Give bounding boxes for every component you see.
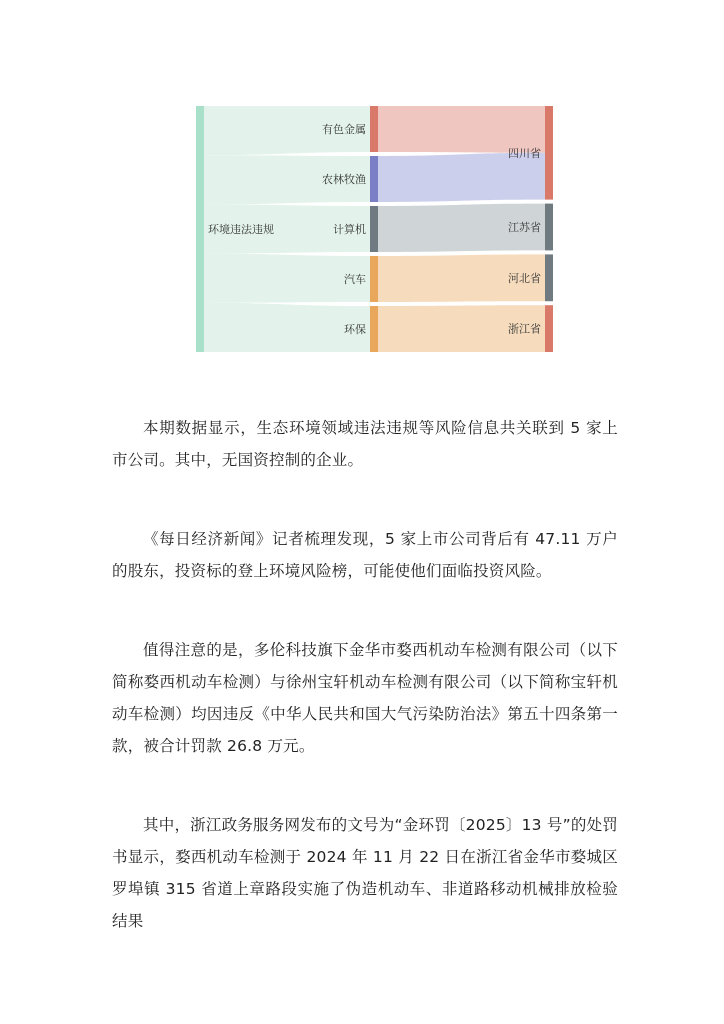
sankey-node: [545, 204, 553, 251]
sankey-node-label: 计算机: [333, 223, 366, 236]
sankey-node: [370, 156, 378, 202]
sankey-svg: [0, 0, 724, 380]
sankey-node: [545, 305, 553, 352]
article-paragraph-2: 《每日经济新闻》记者梳理发现，5 家上市公司背后有 47.11 万户的股东，投资标的登上环境风险榜，可能使他们面临投资风险。: [112, 530, 618, 580]
sankey-node-label: 环境违法违规: [208, 223, 274, 236]
sankey-node: [196, 106, 204, 352]
sankey-node: [545, 106, 553, 200]
sankey-node: [370, 256, 378, 302]
sankey-node: [545, 254, 553, 301]
sankey-node-label: 环保: [344, 323, 366, 336]
sankey-node-label: 河北省: [508, 271, 541, 285]
sankey-node-label: 汽车: [344, 273, 366, 286]
sankey-node: [370, 206, 378, 252]
article-paragraph-4: 其中，浙江政务服务网发布的文号为“金环罚〔2025〕13 号”的处罚书显示，婺西机动车检测于 2024 年 11 月 22 日在浙江省金华市婺城区罗埠镇 315 省道上章路段实施了伪造机动车、非道路移动机械排放检验结果: [112, 816, 618, 930]
sankey-node: [370, 306, 378, 352]
sankey-node-label: 四川省: [508, 146, 541, 160]
article-paragraph-3: 值得注意的是，多伦科技旗下金华市婺西机动车检测有限公司（以下简称婺西机动车检测）与徐州宝轩机动车检测有限公司（以下简称宝轩机动车检测）均因违反《中华人民共和国大气污染防治法》第五十四条第一款，被合计罚款 26.8 万元。: [112, 641, 618, 755]
sankey-node-label: 有色金属: [322, 123, 366, 136]
sankey-link: [378, 106, 545, 153]
sankey-link: [378, 153, 545, 202]
sankey-node-label: 农林牧渔: [322, 173, 366, 186]
sankey-chart: [0, 0, 724, 380]
article-paragraph-1: 本期数据显示，生态环境领域违法违规等风险信息共关联到 5 家上市公司。其中，无国资控制的企业。: [112, 419, 618, 469]
sankey-node-label: 浙江省: [508, 322, 541, 336]
article-body: [112, 412, 618, 984]
sankey-node-label: 江苏省: [508, 221, 541, 234]
sankey-node: [370, 106, 378, 152]
